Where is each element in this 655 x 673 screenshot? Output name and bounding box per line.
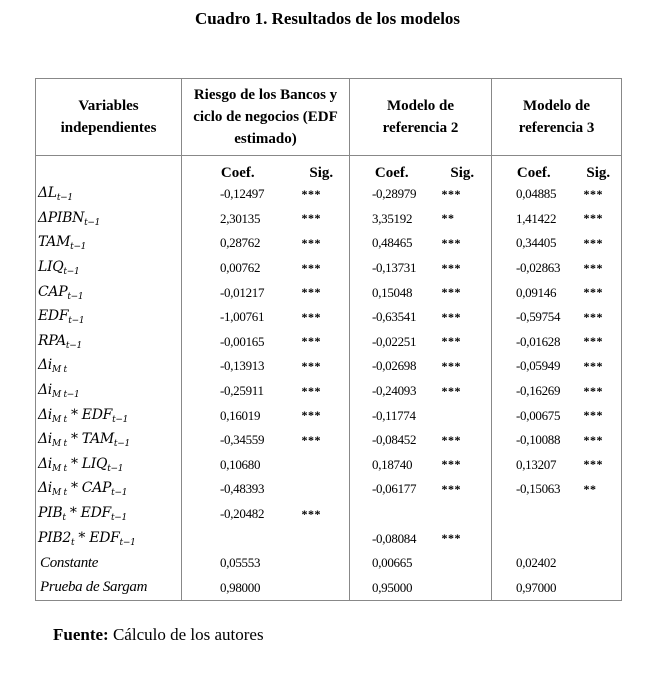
- variable-subscript: t−1: [56, 193, 73, 204]
- sig-model-1: ***: [301, 334, 321, 349]
- variable-name: [36, 576, 182, 601]
- table-row: [36, 477, 622, 502]
- table-row: [36, 305, 622, 330]
- variable-symbol: LIQ: [38, 259, 64, 276]
- coef-model-2: 3,35192: [350, 207, 434, 232]
- variable-subscript: t: [62, 513, 66, 524]
- coef-model-1: -0,25911: [182, 379, 294, 404]
- coef-model-2: 0,18740: [350, 453, 434, 478]
- variable-name: [36, 182, 182, 207]
- subheader-coef-2: Coef.: [350, 156, 434, 183]
- source-text: Cálculo de los autores: [108, 625, 264, 644]
- sig-model-1: [294, 576, 350, 601]
- variable-name: [36, 330, 182, 355]
- variable-symbol: Δi: [38, 357, 52, 374]
- coef-model-1: -1,00761: [182, 305, 294, 330]
- sig-model-3: **: [576, 477, 622, 502]
- variable-subscript: t: [70, 537, 75, 548]
- variable-subscript: M t: [52, 463, 67, 474]
- variable-name: [36, 526, 182, 551]
- sig-model-3: [576, 576, 622, 601]
- variable-symbol: Constante: [40, 554, 99, 571]
- variable-interaction: * CAP: [66, 480, 112, 497]
- coef-model-1: 0,28762: [182, 231, 294, 256]
- source-note: [53, 625, 264, 645]
- coef-model-1: -0,20482: [182, 502, 294, 527]
- sig-model-1: ***: [301, 260, 321, 275]
- sig-model-3: ***: [576, 354, 622, 379]
- sig-model-2: ***: [441, 432, 461, 447]
- variable-interaction: * EDF: [74, 529, 120, 546]
- subheader-empty: [36, 156, 182, 183]
- variable-interaction: * LIQ: [66, 455, 108, 472]
- coef-model-1: -0,00165: [182, 330, 294, 355]
- coef-model-2: -0,11774: [350, 403, 434, 428]
- sig-model-2: ***: [441, 285, 461, 300]
- coef-model-3: 0,04885: [492, 182, 576, 207]
- subheader-coef-3: Coef.: [492, 156, 576, 183]
- coef-model-2: -0,13731: [350, 256, 434, 281]
- coef-model-2: -0,63541: [350, 305, 434, 330]
- coef-model-2: -0,28979: [350, 182, 434, 207]
- sig-model-3: ***: [576, 330, 622, 355]
- sig-model-1: ***: [301, 383, 321, 398]
- sig-model-2: [434, 502, 492, 527]
- sig-model-3: [576, 526, 622, 551]
- variable-symbol: ΔL: [38, 185, 57, 202]
- table-row: [36, 576, 622, 601]
- coef-model-2: 0,15048: [350, 280, 434, 305]
- variable-interaction: * EDF: [66, 406, 113, 423]
- variable-subscript: t−1: [68, 316, 85, 327]
- coef-model-1: -0,13913: [182, 354, 294, 379]
- variable-interaction: * TAM: [66, 431, 114, 448]
- variable-subscript: t−1: [67, 291, 84, 302]
- variable-name: [36, 403, 182, 428]
- table-row: [36, 280, 622, 305]
- variable-symbol: Δi: [38, 406, 52, 423]
- table-row: [36, 526, 622, 551]
- sig-model-3: ***: [576, 256, 622, 281]
- sig-model-3: ***: [576, 207, 622, 232]
- coef-model-3: 0,13207: [492, 453, 576, 478]
- sig-model-1: [294, 477, 350, 502]
- variable-interaction-subscript: t−1: [110, 513, 127, 524]
- coef-model-3: 0,02402: [492, 551, 576, 576]
- coef-model-1: 0,98000: [182, 576, 294, 601]
- variable-symbol: Δi: [38, 431, 52, 448]
- variable-symbol: RPA: [38, 332, 66, 349]
- coef-model-3: 1,41422: [492, 207, 576, 232]
- variable-subscript: M t: [52, 488, 67, 499]
- sig-model-1: ***: [301, 186, 321, 201]
- sig-model-1: ***: [301, 309, 321, 324]
- sig-model-1: ***: [301, 235, 321, 250]
- coef-model-2: -0,06177: [350, 477, 434, 502]
- coef-model-2: -0,24093: [350, 379, 434, 404]
- variable-symbol: PIB: [38, 505, 63, 522]
- sig-model-3: ***: [576, 231, 622, 256]
- table-row: [36, 403, 622, 428]
- coef-model-1: -0,01217: [182, 280, 294, 305]
- subheader-sig-3: Sig.: [576, 156, 622, 183]
- variable-name: [36, 502, 182, 527]
- variable-subscript: M t: [52, 365, 67, 376]
- sig-model-2: ***: [441, 260, 461, 275]
- variable-subscript: t−1: [65, 340, 82, 351]
- variable-subscript: M t: [52, 439, 67, 450]
- results-table: [35, 78, 622, 601]
- sig-model-1: ***: [301, 211, 321, 226]
- variable-name: [36, 453, 182, 478]
- variable-interaction-subscript: t−1: [107, 463, 124, 474]
- variable-symbol: CAP: [38, 283, 68, 300]
- sig-model-2: ***: [441, 235, 461, 250]
- variable-symbol: Δi: [38, 480, 52, 497]
- sig-model-2: ***: [441, 481, 461, 496]
- table-row: [36, 182, 622, 207]
- coef-model-1: [182, 526, 294, 551]
- variable-interaction-subscript: t−1: [113, 439, 130, 450]
- coef-model-2: -0,08084: [350, 526, 434, 551]
- coef-model-3: -0,01628: [492, 330, 576, 355]
- table-title: Cuadro 1. Resultados de los modelos: [194, 9, 461, 28]
- coef-model-3: 0,97000: [492, 576, 576, 601]
- subheader-sig-1: Sig.: [294, 156, 350, 183]
- sig-model-3: [576, 502, 622, 527]
- coef-model-1: -0,48393: [182, 477, 294, 502]
- variable-subscript: t−1: [84, 217, 101, 228]
- header-model-1: Riesgo de los Bancos y ciclo de negocios (EDF estimado): [182, 79, 350, 156]
- header-variables: Variables independientes: [36, 79, 182, 156]
- coef-model-3: -0,00675: [492, 403, 576, 428]
- variable-subscript: t−1: [63, 267, 80, 278]
- variable-symbol: PIB2: [38, 529, 71, 546]
- variable-name: [36, 305, 182, 330]
- coef-model-2: 0,00665: [350, 551, 434, 576]
- coef-model-1: -0,34559: [182, 428, 294, 453]
- sig-model-2: ***: [441, 457, 461, 472]
- variable-name: [36, 551, 182, 576]
- sig-model-3: ***: [576, 182, 622, 207]
- variable-interaction: * EDF: [65, 505, 111, 522]
- variable-symbol: Δi: [38, 382, 52, 399]
- table-row: [36, 428, 622, 453]
- coef-model-2: -0,02698: [350, 354, 434, 379]
- coef-model-3: 0,34405: [492, 231, 576, 256]
- variable-name: [36, 379, 182, 404]
- table-row: [36, 551, 622, 576]
- variable-symbol: TAM: [38, 234, 71, 251]
- coef-model-1: 0,16019: [182, 403, 294, 428]
- variable-interaction-subscript: t−1: [119, 537, 136, 548]
- coef-model-3: -0,05949: [492, 354, 576, 379]
- sig-model-3: ***: [576, 453, 622, 478]
- sig-model-2: ***: [441, 309, 461, 324]
- sig-model-2: ***: [441, 186, 461, 201]
- variable-name: [36, 354, 182, 379]
- variable-name: [36, 256, 182, 281]
- coef-model-2: -0,08452: [350, 428, 434, 453]
- subheader-coef-1: Coef.: [182, 156, 294, 183]
- subheader-row: [36, 156, 622, 183]
- coef-model-2: 0,48465: [350, 231, 434, 256]
- sig-model-3: ***: [576, 305, 622, 330]
- sig-model-2: [434, 551, 492, 576]
- variable-name: [36, 280, 182, 305]
- coef-model-1: 0,10680: [182, 453, 294, 478]
- variable-name: [36, 207, 182, 232]
- variable-symbol: Prueba de Sargam: [40, 579, 148, 596]
- variable-subscript: t−1: [70, 242, 87, 253]
- table-row: [36, 354, 622, 379]
- sig-model-2: ***: [441, 531, 461, 546]
- sig-model-2: ***: [441, 383, 461, 398]
- coef-model-2: [350, 502, 434, 527]
- sig-model-3: [576, 551, 622, 576]
- variable-interaction-subscript: t−1: [111, 488, 128, 499]
- sig-model-1: ***: [301, 358, 321, 373]
- sig-model-2: [434, 403, 492, 428]
- coef-model-1: 0,05553: [182, 551, 294, 576]
- sig-model-3: ***: [576, 379, 622, 404]
- coef-model-3: -0,02863: [492, 256, 576, 281]
- sig-model-1: [294, 453, 350, 478]
- variable-subscript: M t−1: [52, 390, 80, 401]
- coef-model-3: [492, 526, 576, 551]
- coef-model-1: 0,00762: [182, 256, 294, 281]
- sig-model-1: ***: [301, 506, 321, 521]
- sig-model-2: [434, 576, 492, 601]
- subheader-sig-2: Sig.: [434, 156, 492, 183]
- sig-model-3: ***: [576, 428, 622, 453]
- variable-interaction-subscript: t−1: [112, 414, 129, 425]
- coef-model-2: -0,02251: [350, 330, 434, 355]
- sig-model-1: ***: [301, 408, 321, 423]
- variable-symbol: ΔPIBN: [38, 209, 85, 226]
- sig-model-1: ***: [301, 285, 321, 300]
- coef-model-3: -0,59754: [492, 305, 576, 330]
- header-model-2: Modelo de referencia 2: [350, 79, 492, 156]
- table-row: [36, 379, 622, 404]
- variable-symbol: Δi: [38, 455, 52, 472]
- header-model-3: Modelo de referencia 3: [492, 79, 622, 156]
- variable-name: [36, 231, 182, 256]
- coef-model-3: 0,09146: [492, 280, 576, 305]
- sig-model-2: ***: [441, 358, 461, 373]
- sig-model-1: [294, 526, 350, 551]
- variable-name: [36, 477, 182, 502]
- table-row: [36, 330, 622, 355]
- header-row: [36, 79, 622, 156]
- sig-model-2: ***: [441, 334, 461, 349]
- sig-model-2: **: [441, 211, 455, 226]
- variable-symbol: EDF: [38, 308, 69, 325]
- sig-model-3: ***: [576, 280, 622, 305]
- table-row: [36, 502, 622, 527]
- coef-model-2: 0,95000: [350, 576, 434, 601]
- coef-model-3: -0,15063: [492, 477, 576, 502]
- variable-subscript: M t: [52, 414, 67, 425]
- table-row: [36, 453, 622, 478]
- source-label: Fuente:: [53, 625, 109, 644]
- variable-name: [36, 428, 182, 453]
- table-row: [36, 256, 622, 281]
- coef-model-1: -0,12497: [182, 182, 294, 207]
- coef-model-3: -0,10088: [492, 428, 576, 453]
- sig-model-1: [294, 551, 350, 576]
- coef-model-3: [492, 502, 576, 527]
- table-row: [36, 231, 622, 256]
- sig-model-3: ***: [576, 403, 622, 428]
- coef-model-1: 2,30135: [182, 207, 294, 232]
- coef-model-3: -0,16269: [492, 379, 576, 404]
- table-row: [36, 207, 622, 232]
- sig-model-1: ***: [301, 432, 321, 447]
